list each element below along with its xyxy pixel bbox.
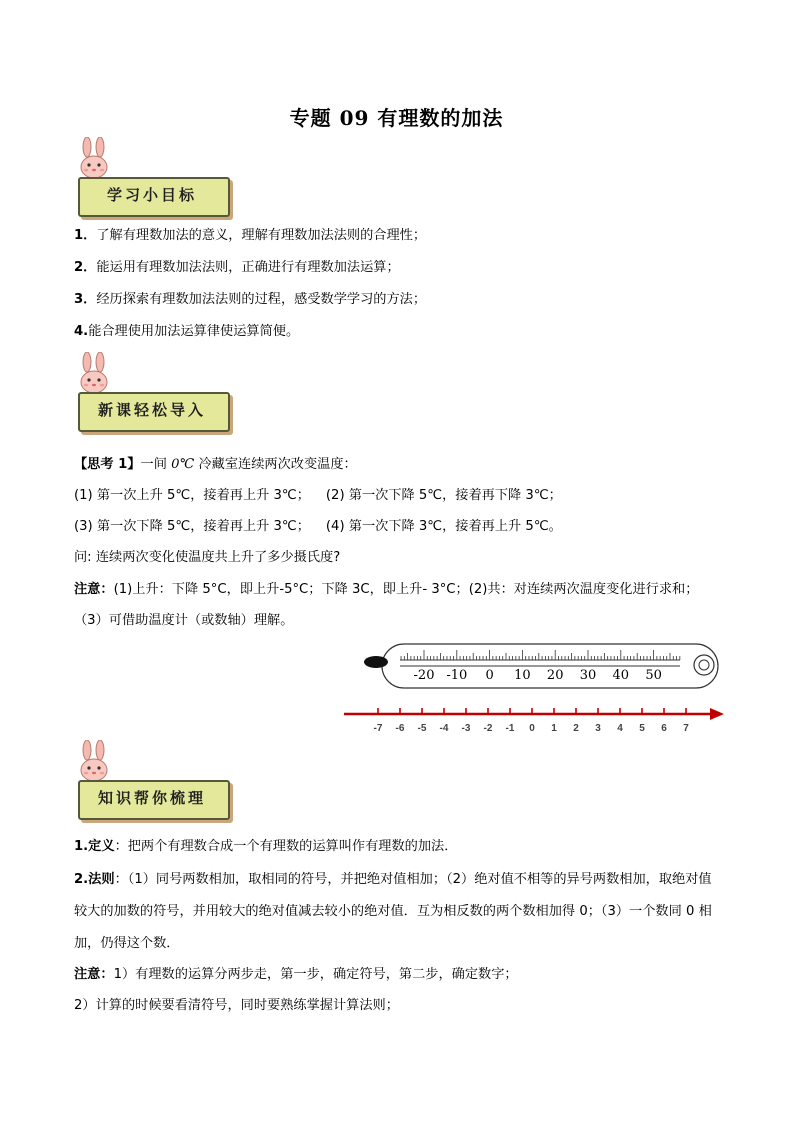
think-heading-line: 【思考 1】一间 0℃ 冷藏室连续两次改变温度： <box>74 457 357 472</box>
thermometer-figure <box>360 640 722 700</box>
think-case-row: (3) 第一次下降 5℃，接着再上升 3℃； (4) 第一次下降 3℃，接着再上升 5℃。 <box>74 519 562 534</box>
page-title: 专题 09 有理数的加法 <box>289 106 504 130</box>
number-line-label: -7 <box>373 723 383 734</box>
thermometer-label: 30 <box>579 668 597 683</box>
number-line-label: 7 <box>683 723 689 734</box>
goal-item: 3．经历探索有理数加法法则的过程，感受数学学习的方法； <box>74 292 427 307</box>
number-line-label: 5 <box>639 723 645 734</box>
section-badge-intro <box>72 352 232 452</box>
think-question: 问: 连续两次变化使温度共上升了多少摄氏度? <box>74 550 341 565</box>
number-line-label: -2 <box>483 723 493 734</box>
number-line-label: -6 <box>395 723 405 734</box>
think-note-cont: （3）可借助温度计（或数轴）理解。 <box>74 613 294 628</box>
definition: 1.定义：把两个有理数合成一个有理数的运算叫作有理数的加法． <box>74 839 458 854</box>
number-line-label: 1 <box>551 723 557 734</box>
number-line-label: 2 <box>573 723 579 734</box>
number-line-label: -5 <box>417 723 427 734</box>
think-note: 注意：(1)上升：下降 5°C，即上升-5°C；下降 3C，即上升- 3°C；(2)共：对连续两次温度变化进行求和； <box>74 582 699 597</box>
number-line-label: -1 <box>505 723 515 734</box>
number-line-label: 0 <box>529 723 535 734</box>
number-line-figure <box>340 704 725 740</box>
goal-item: 4.能合理使用加法运算律使运算简便。 <box>74 324 300 339</box>
thermometer-label: -20 <box>413 668 435 683</box>
thermometer-labels <box>414 668 662 683</box>
section-badge-goals <box>72 137 232 237</box>
section-label: 知识帮你梳理 <box>97 789 206 807</box>
think-case-row: (1) 第一次上升 5℃，接着再上升 3℃； (2) 第一次下降 5℃，接着再下降 3℃； <box>74 488 562 503</box>
thermometer-ticks <box>401 650 680 660</box>
number-line-label: -3 <box>461 723 471 734</box>
number-line-arrow <box>710 708 724 720</box>
number-line-label: 4 <box>617 723 623 734</box>
number-line-label: -4 <box>439 723 449 734</box>
thermometer-label: 20 <box>546 668 564 683</box>
thermometer-hang-hole <box>694 655 714 675</box>
rule: 2.法则：（1）同号两数相加，取相同的符号，并把绝对值相加；（2）绝对值不相等的异号两数相加，取绝对值较大的加数的符号，并用较大的绝对值减去较小的绝对值．互为相反数的两个数相加得 0；（3）一个数同 0 相加，仍得这个数． <box>74 872 712 951</box>
section-label: 新课轻松导入 <box>97 401 206 419</box>
goal-item: 2．能运用有理数加法法则，正确进行有理数加法运算； <box>74 260 400 275</box>
section-label: 学习小目标 <box>106 186 197 204</box>
thermometer-label: 10 <box>514 668 531 683</box>
knowledge-note-2: 2）计算的时候要看清符号，同时要熟练掌握计算法则； <box>74 998 399 1013</box>
number-line-labels <box>374 723 690 734</box>
number-line-label: 3 <box>595 723 601 734</box>
thermometer-bulb <box>364 656 388 668</box>
section-badge-knowledge <box>72 740 232 840</box>
goal-item: 1．了解有理数加法的意义，理解有理数加法法则的合理性； <box>74 228 427 243</box>
number-line-label: 6 <box>661 723 667 734</box>
thermometer-label: 0 <box>485 668 494 683</box>
knowledge-note: 注意：1）有理数的运算分两步走，第一步，确定符号，第二步，确定数字； <box>74 967 518 982</box>
thermometer-label: 50 <box>645 668 662 683</box>
thermometer-label: 40 <box>612 668 630 683</box>
thermometer-label: -10 <box>446 668 468 683</box>
